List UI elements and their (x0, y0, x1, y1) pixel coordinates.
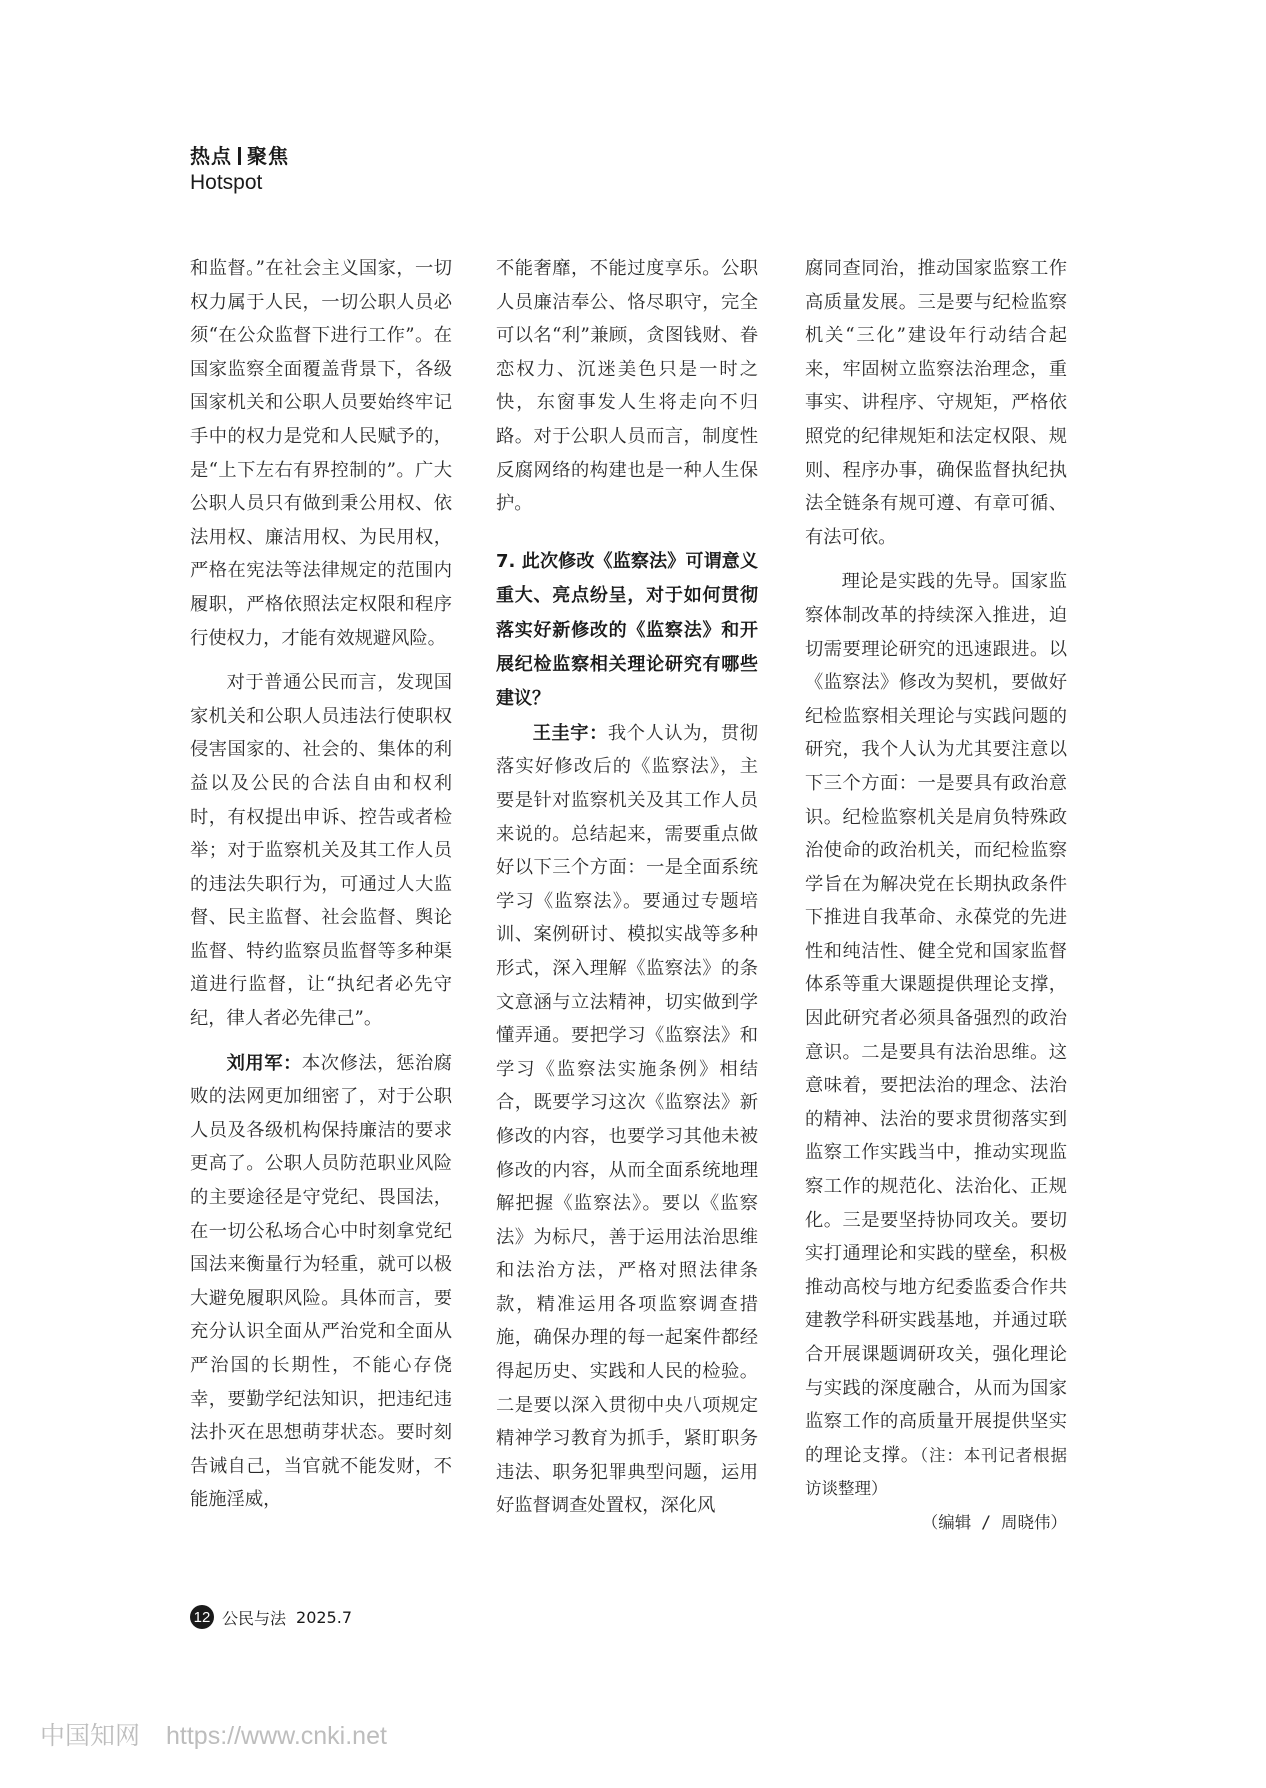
issue-number: 2025.7 (296, 1607, 352, 1627)
watermark-site: 中国知网 (40, 1721, 141, 1750)
journal-name: 公民与法 (222, 1608, 287, 1628)
paragraph: 不能奢靡，不能过度享乐。公职人员廉洁奉公、恪尽职守，完全可以名“利”兼顾，贪图钱财、眷恋权力、沉迷美色只是一时之快，东窗事发人生将走向不归路。对于公职人员而言，制度性反腐网络的构建也是一种人生保护。 (496, 258, 758, 515)
paragraph: 对于普通公民而言，发现国家机关和公职人员违法行使职权侵害国家的、社会的、集体的利益以及公民的合法自由和权利时，有权提出申诉、控告或者检举；对于监察机关及其工作人员的违法失职行为，可通过人大监督、民主监督、社会监督、舆论监督、特约监察员监督等多种渠道进行监督，让“执纪者必先守纪，律人者必先律己”。 (190, 672, 452, 1030)
page-footer (190, 1605, 352, 1629)
section-title-cn (190, 140, 289, 169)
paragraph (496, 717, 758, 1523)
interview-question: 7. 此次修改《监察法》可谓意义重大、亮点纷呈，对于如何贯彻落实好新修改的《监察法》和开展纪检监察相关理论研究有哪些建议？ (496, 550, 758, 710)
section-label-1: 热点 (190, 144, 232, 168)
paragraph-text: 本次修法，惩治腐败的法网更加细密了，对于公职人员及各级机构保持廉洁的要求更高了。公职人员防范职业风险的主要途径是守党纪、畏国法，在一切公私场合心中时刻拿党纪国法来衡量行为轻重，就可以极大避免履职风险。具体而言，要充分认识全面从严治党和全面从严治国的长期性，不能心存侥幸，要勤学纪法知识，把违纪违法扑灭在思想萌芽状态。要时刻告诫自己，当官就不能发财，不能施淫威， (190, 1052, 453, 1511)
section-title-en: Hotspot (190, 171, 263, 194)
paragraph: 腐同查同治，推动国家监察工作高质量发展。三是要与纪检监察机关“三化”建设年行动结合起来，牢固树立监察法治理念，重事实、讲程序、守规矩，严格依照党的纪律规矩和法定权限、规则、程序办事，确保监督执纪执法全链条有规可遵、有章可循、有法可依。 (805, 258, 1067, 548)
page-number: 12 (190, 1605, 214, 1629)
speaker-name: 王圭宇： (532, 722, 608, 744)
editor-note: （注：本刊记者根据访谈整理） (805, 1445, 1068, 1499)
speaker-name: 刘用军： (226, 1052, 302, 1074)
section-label-2: 聚焦 (247, 144, 289, 168)
editor-signoff: （编辑 / 周晓伟） (921, 1512, 1067, 1532)
text-column-2 (496, 252, 758, 1523)
paragraph (190, 1047, 452, 1517)
paragraph: 和监督。”在社会主义国家，一切权力属于人民，一切公职人员必须“在公众监督下进行工作”。在国家监察全面覆盖背景下，各级国家机关和公职人员要始终牢记手中的权力是党和人民赋予的，是“上下左右有界控制的”。广大公职人员只有做到秉公用权、依法用权、廉洁用权、为民用权，严格在宪法等法律规定的范围内履职，严格依照法定权限和程序行使权力，才能有效规避风险。 (190, 258, 452, 649)
text-column-1 (190, 252, 452, 1517)
section-header (190, 140, 289, 195)
section-divider (238, 147, 241, 165)
paragraph-text: 理论是实践的先导。国家监察体制改革的持续深入推进，迫切需要理论研究的迅速跟进。以《监察法》修改为契机，要做好纪检监察相关理论与实践问题的研究，我个人认为尤其要注意以下三个方面：一是要具有政治意识。纪检监察机关是肩负特殊政治使命的政治机关，而纪检监察学旨在为解决党在长期执政条件下推进自我革命、永葆党的先进性和纯洁性、健全党和国家监督体系等重大课题提供理论支撑，因此研究者必须具备强烈的政治意识。二是要具有法治思维。这意味着，要把法治的理念、法治的精神、法治的要求贯彻落实到监察工作实践当中，推动实现监察工作的规范化、法治化、正规化。三是要坚持协同攻关。要切实打通理论和实践的壁垒，积极推动高校与地方纪委监委合作共建教学科研实践基地，并通过联合开展课题调研攻关，强化理论与实践的深度融合，从而为国家监察工作的高质量开展提供坚实的理论支撑。 (805, 571, 1067, 1466)
watermark (40, 1716, 387, 1752)
watermark-url: https://www.cnki.net (166, 1722, 387, 1750)
paragraph-text: 我个人认为，贯彻落实好修改后的《监察法》，主要是针对监察机关及其工作人员来说的。总结起来，需要重点做好以下三个方面：一是全面系统学习《监察法》。要通过专题培训、案例研讨、模拟实战等多种形式，深入理解《监察法》的条文意涵与立法精神，切实做到学懂弄通。要把学习《监察法》和学习《监察法实施条例》相结合，既要学习这次《监察法》新修改的内容，也要学习其他未被修改的内容，从而全面系统地理解把握《监察法》。要以《监察法》为标尺，善于运用法治思维和法治方法，严格对照法律条款，精准运用各项监察调查措施，确保办理的每一起案件都经得起历史、实践和人民的检验。二是要以深入贯彻中央八项规定精神学习教育为抓手，紧盯职务违法、职务犯罪典型问题，运用好监督调查处置权，深化风 (496, 722, 759, 1517)
text-column-3 (805, 252, 1067, 1540)
paragraph (805, 565, 1067, 1539)
